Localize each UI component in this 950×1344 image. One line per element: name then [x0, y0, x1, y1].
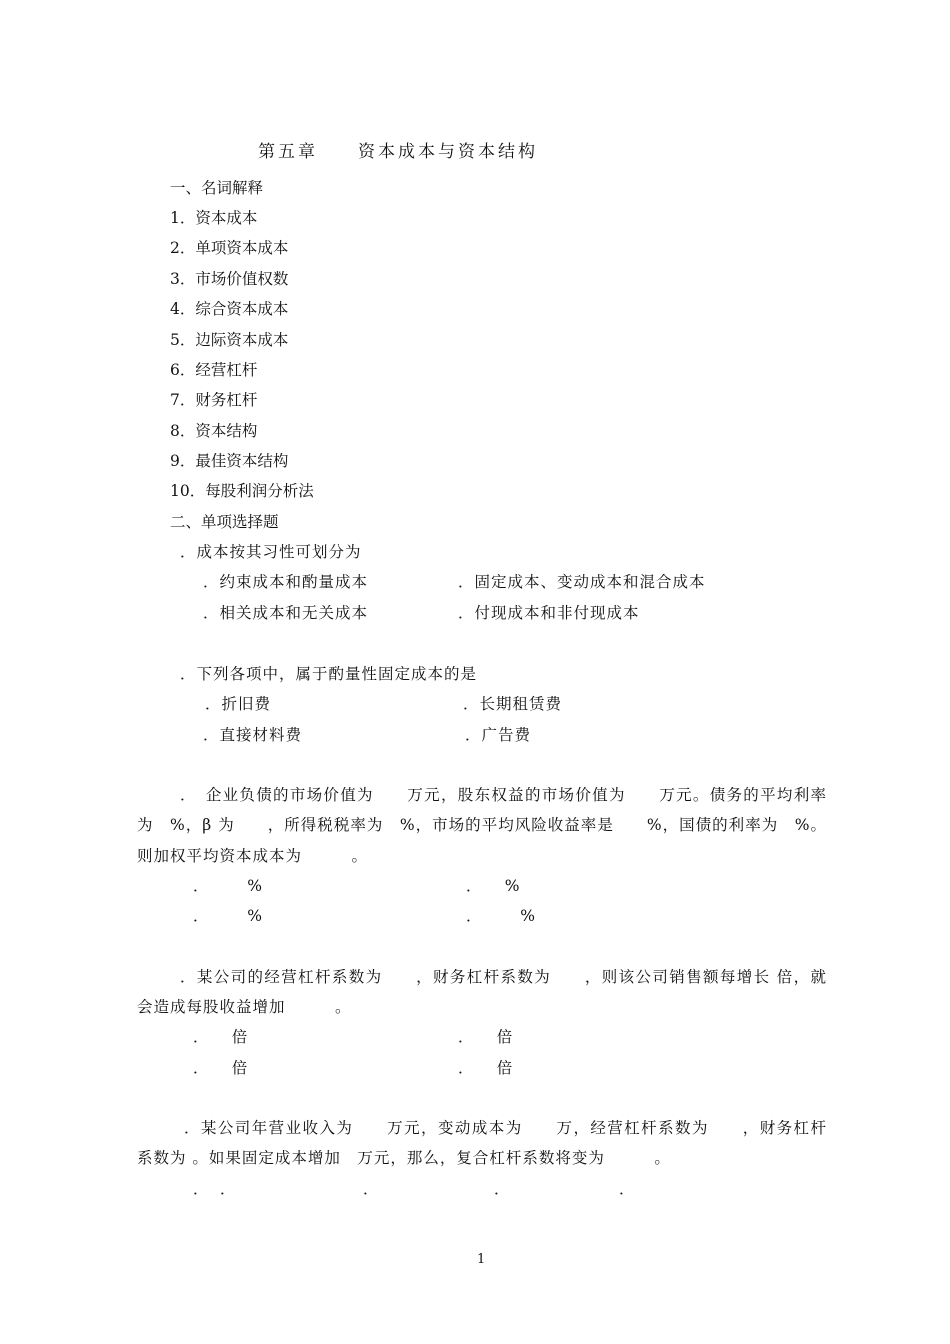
question-5-option-marker: ．	[193, 1180, 209, 1198]
question-2-option-a: ．折旧费	[205, 695, 272, 713]
question-5-option-marker: ．	[619, 1180, 635, 1198]
question-3-option-b: ． %	[466, 877, 520, 895]
term-item: 7．财务杠杆	[170, 391, 258, 409]
question-4-option-a: ． 倍	[193, 1028, 248, 1046]
section-heading-terms: 一、名词解释	[170, 179, 264, 197]
term-item: 4．综合资本成本	[170, 300, 289, 318]
term-item: 9．最佳资本结构	[170, 452, 289, 470]
question-1-option-d: ．付现成本和非付现成本	[458, 604, 640, 622]
term-item: 6．经营杠杆	[170, 361, 258, 379]
question-1-option-a: ．约束成本和酌量成本	[203, 573, 369, 591]
term-item: 2．单项资本成本	[170, 239, 289, 257]
chapter-title: 资本成本与资本结构	[358, 142, 538, 162]
question-3-option-c: ． %	[193, 907, 262, 925]
question-4-option-d: ． 倍	[458, 1059, 513, 1077]
question-3-option-a: ． %	[193, 877, 262, 895]
question-5-option-marker: ．	[494, 1180, 510, 1198]
term-item: 3．市场价值权数	[170, 270, 289, 288]
section-heading-choice: 二、单项选择题	[170, 513, 279, 531]
question-2-option-c: ．直接材料费	[203, 726, 303, 744]
page-number: 1	[477, 1252, 486, 1267]
question-1-option-b: ．固定成本、变动成本和混合成本	[458, 573, 706, 591]
term-item: 8．资本结构	[170, 422, 258, 440]
term-item: 5．边际资本成本	[170, 331, 289, 349]
question-4-option-c: ． 倍	[193, 1059, 248, 1077]
question-3-text: ． 企业负债的市场价值为 万元，股东权益的市场价值为 万元。债务的平均利率为 %，β 为 ，所得税税率为 %，市场的平均风险收益率是 %，国债的利率为 %。则加权平均资本成本为 。	[137, 786, 827, 865]
question-2-stem: ．下列各项中，属于酌量性固定成本的是	[180, 665, 478, 683]
term-item: 10．每股利润分析法	[170, 482, 314, 500]
question-3-option-d: ． %	[466, 907, 535, 925]
question-1-stem: ．成本按其习性可划分为	[180, 543, 362, 561]
term-item: 1．资本成本	[170, 209, 258, 227]
question-5-text: ．某公司年营业收入为 万元，变动成本为 万，经营杠杆系数为 ，财务杠杆系数为 。如果固定成本增加 万元，那么，复合杠杆系数将变为 。	[137, 1119, 827, 1168]
question-5-option-marker: ．	[363, 1180, 379, 1198]
question-5-option-marker: ．	[220, 1180, 236, 1198]
question-2-option-b: ．长期租赁费	[463, 695, 563, 713]
question-1-option-c: ．相关成本和无关成本	[203, 604, 369, 622]
question-2-option-d: ．广告费	[465, 726, 532, 744]
question-4-text: ．某公司的经营杠杆系数为 ，财务杠杆系数为 ，则该公司销售额每增长 倍，就会造成每股收益增加 。	[137, 968, 827, 1017]
chapter-number: 第五章	[258, 142, 318, 162]
question-4-option-b: ． 倍	[458, 1028, 513, 1046]
